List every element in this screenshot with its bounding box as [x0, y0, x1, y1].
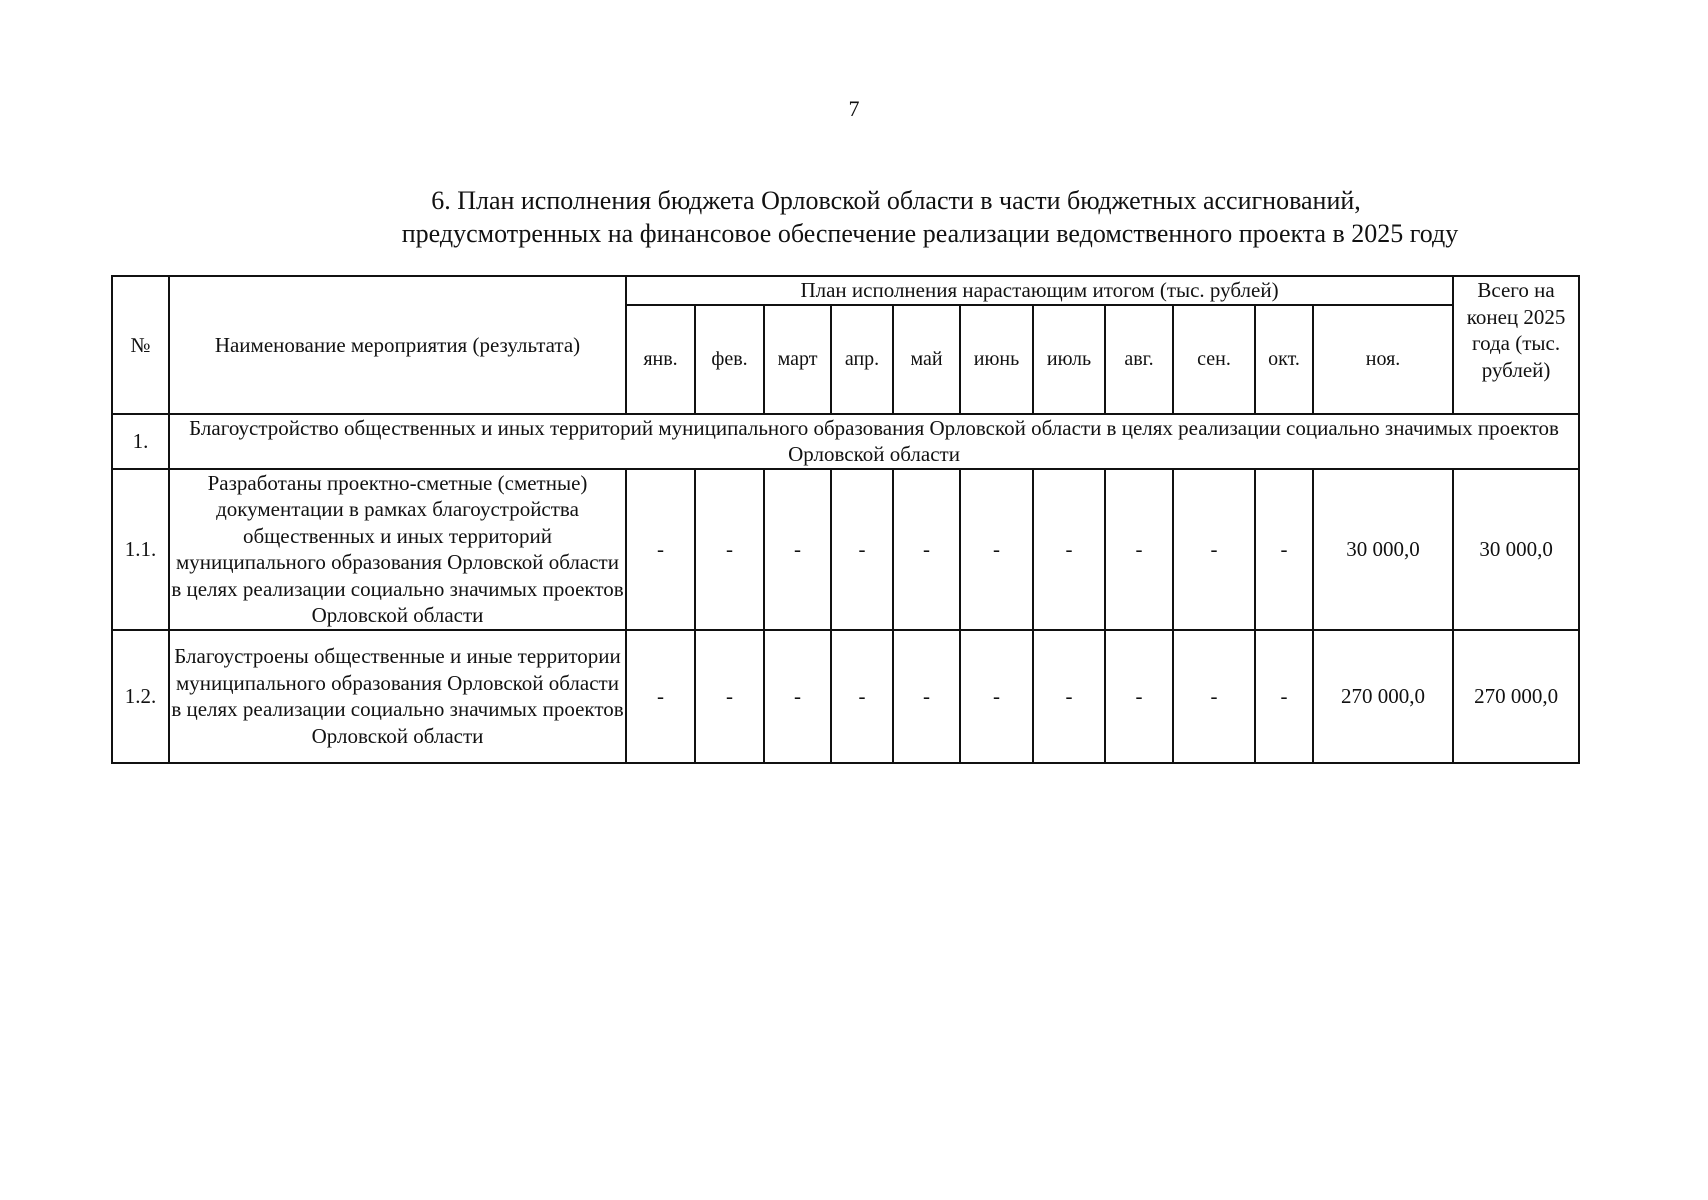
- month-value: -: [893, 630, 960, 763]
- month-value: -: [626, 630, 695, 763]
- month-value: -: [1173, 469, 1255, 630]
- month-value: 30 000,0: [1313, 469, 1453, 630]
- budget-plan-table: [111, 275, 1580, 764]
- month-value: -: [695, 630, 764, 763]
- month-value: 270 000,0: [1313, 630, 1453, 763]
- month-value: -: [1105, 630, 1173, 763]
- row-total: 30 000,0: [1453, 469, 1579, 630]
- section-title: [200, 184, 1660, 250]
- row-number: 1.: [112, 414, 169, 469]
- section-title-line-2: предусмотренных на финансовое обеспечение реализации ведомственного проекта в 2025 году: [401, 219, 1459, 248]
- month-header: ноя.: [1313, 305, 1453, 414]
- month-value: -: [764, 469, 831, 630]
- month-value: -: [1033, 630, 1105, 763]
- page-number: 7: [848, 96, 860, 121]
- row-name: Благоустройство общественных и иных территорий муниципального образования Орловской области в целях реализации социально значимых проектов Орловской области: [169, 414, 1579, 469]
- row-total: 270 000,0: [1453, 630, 1579, 763]
- month-header: янв.: [626, 305, 695, 414]
- month-value: -: [1033, 469, 1105, 630]
- table-row: [112, 469, 1579, 630]
- column-header-number: №: [112, 276, 169, 414]
- month-header: июль: [1033, 305, 1105, 414]
- month-value: -: [695, 469, 764, 630]
- month-value: -: [960, 469, 1033, 630]
- month-header: сен.: [1173, 305, 1255, 414]
- month-value: -: [1255, 630, 1313, 763]
- row-name: Благоустроены общественные и иные территории муниципального образования Орловской области в целях реализации социально значимых проектов Орловской области: [169, 630, 626, 763]
- month-header: фев.: [695, 305, 764, 414]
- month-header: окт.: [1255, 305, 1313, 414]
- month-header: авг.: [1105, 305, 1173, 414]
- row-name: Разработаны проектно-сметные (сметные) документации в рамках благоустройства общественных и иных территорий муниципального образования Орловской области в целях реализации социально значимых проектов Орловской области: [169, 469, 626, 630]
- column-header-plan-group: План исполнения нарастающим итогом (тыс. рублей): [626, 276, 1453, 305]
- month-value: -: [1255, 469, 1313, 630]
- month-value: -: [1105, 469, 1173, 630]
- month-header: июнь: [960, 305, 1033, 414]
- month-value: -: [960, 630, 1033, 763]
- month-header: май: [893, 305, 960, 414]
- month-value: -: [831, 469, 893, 630]
- column-header-total: Всего на конец 2025 года (тыс. рублей): [1453, 276, 1579, 414]
- month-value: -: [626, 469, 695, 630]
- month-header: март: [764, 305, 831, 414]
- month-value: -: [893, 469, 960, 630]
- month-header: апр.: [831, 305, 893, 414]
- column-header-name: Наименование мероприятия (результата): [169, 276, 626, 414]
- row-number: 1.2.: [112, 630, 169, 763]
- month-value: -: [831, 630, 893, 763]
- table-row: [112, 630, 1579, 763]
- row-number: 1.1.: [112, 469, 169, 630]
- section-title-line-1: 6. План исполнения бюджета Орловской области в части бюджетных ассигнований,: [431, 186, 1361, 215]
- table-row-section: [112, 414, 1579, 469]
- month-value: -: [1173, 630, 1255, 763]
- month-value: -: [764, 630, 831, 763]
